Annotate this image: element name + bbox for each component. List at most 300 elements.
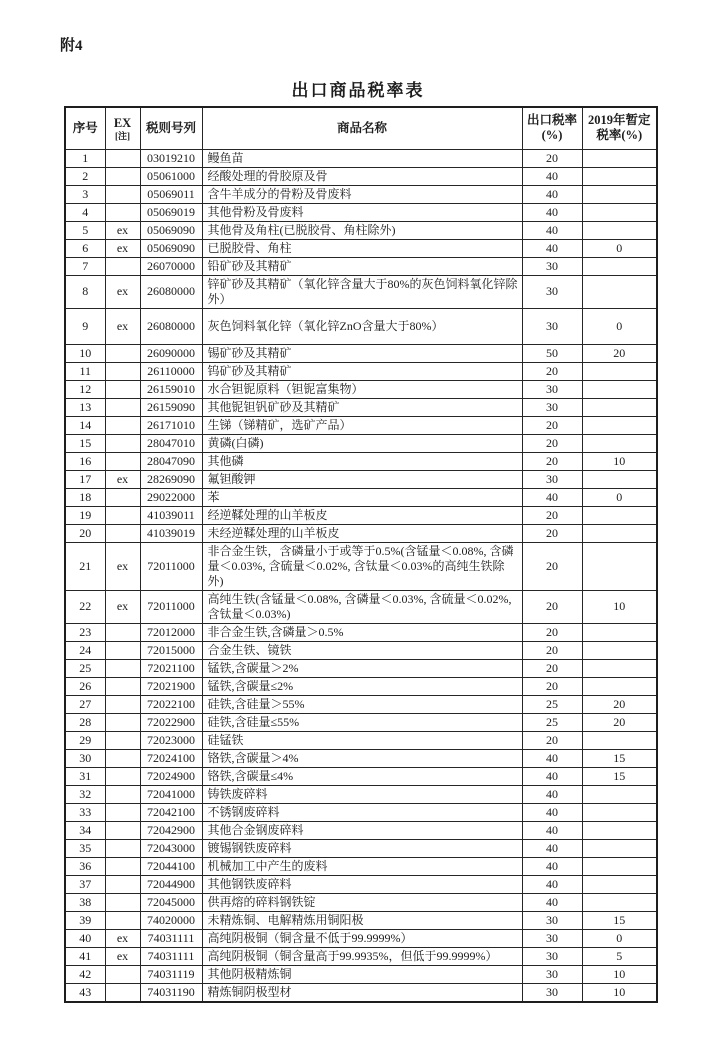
name-cell: 高纯阴极铜（铜含量不低于99.9999%） [202, 929, 522, 947]
table-row [65, 911, 657, 929]
name-cell: 含牛羊成分的骨粉及骨废料 [202, 185, 522, 203]
code-cell: 05069011 [140, 185, 202, 203]
page-title: 出口商品税率表 [291, 81, 425, 100]
interim-rate-cell [582, 641, 657, 659]
ex-cell [105, 344, 140, 362]
table-row [65, 623, 657, 641]
table-row [65, 167, 657, 185]
ex-cell [105, 731, 140, 749]
seq-cell: 43 [65, 983, 105, 1002]
seq-cell: 2 [65, 167, 105, 185]
code-cell: 72044100 [140, 857, 202, 875]
export-rate-cell: 40 [522, 185, 582, 203]
table-row [65, 506, 657, 524]
name-cell: 氟钽酸钾 [202, 470, 522, 488]
table-row [65, 893, 657, 911]
ex-cell [105, 623, 140, 641]
ex-cell [105, 857, 140, 875]
seq-cell: 21 [65, 542, 105, 590]
export-rate-cell: 20 [522, 659, 582, 677]
seq-cell: 40 [65, 929, 105, 947]
interim-rate-cell: 0 [582, 308, 657, 344]
table-row [65, 221, 657, 239]
table-row [65, 344, 657, 362]
table-row [65, 659, 657, 677]
export-rate-cell: 30 [522, 947, 582, 965]
code-cell: 72011000 [140, 542, 202, 590]
export-rate-cell: 20 [522, 641, 582, 659]
export-rate-cell: 40 [522, 749, 582, 767]
seq-cell: 42 [65, 965, 105, 983]
export-rate-cell: 30 [522, 398, 582, 416]
export-rate-cell: 20 [522, 362, 582, 380]
seq-cell: 7 [65, 257, 105, 275]
ex-cell [105, 893, 140, 911]
ex-cell [105, 749, 140, 767]
code-cell: 28047010 [140, 434, 202, 452]
header-export-rate-line2: (%) [541, 128, 563, 143]
seq-cell: 14 [65, 416, 105, 434]
seq-cell: 24 [65, 641, 105, 659]
ex-cell [105, 362, 140, 380]
table-row [65, 185, 657, 203]
code-cell: 72042100 [140, 803, 202, 821]
name-cell: 钨矿砂及其精矿 [202, 362, 522, 380]
export-rate-cell: 40 [522, 839, 582, 857]
interim-rate-cell: 15 [582, 767, 657, 785]
table-row [65, 524, 657, 542]
seq-cell: 34 [65, 821, 105, 839]
code-cell: 72021900 [140, 677, 202, 695]
interim-rate-cell [582, 185, 657, 203]
name-cell: 未经逆鞣处理的山羊板皮 [202, 524, 522, 542]
table-row [65, 947, 657, 965]
export-rate-cell: 40 [522, 875, 582, 893]
code-cell: 26070000 [140, 257, 202, 275]
table-body [65, 149, 657, 1002]
table-row [65, 149, 657, 167]
interim-rate-cell: 20 [582, 344, 657, 362]
name-cell: 其他骨粉及骨废料 [202, 203, 522, 221]
export-rate-cell: 30 [522, 983, 582, 1002]
interim-rate-cell [582, 275, 657, 308]
code-cell: 72024900 [140, 767, 202, 785]
name-cell: 非合金生铁，含磷量小于或等于0.5%(含锰量＜0.08%, 含磷量＜0.03%, 含硫量＜0.02%, 含钛量＜0.03%的高纯生铁除外) [202, 542, 522, 590]
ex-cell [105, 983, 140, 1002]
code-cell: 26171010 [140, 416, 202, 434]
table-row [65, 749, 657, 767]
export-rate-cell: 20 [522, 623, 582, 641]
table-row [65, 275, 657, 308]
name-cell: 硅锰铁 [202, 731, 522, 749]
table-row [65, 257, 657, 275]
name-cell: 苯 [202, 488, 522, 506]
code-cell: 72012000 [140, 623, 202, 641]
code-cell: 72011000 [140, 590, 202, 623]
interim-rate-cell: 20 [582, 713, 657, 731]
ex-cell: ex [105, 239, 140, 257]
code-cell: 72015000 [140, 641, 202, 659]
code-cell: 72041000 [140, 785, 202, 803]
seq-cell: 31 [65, 767, 105, 785]
header-interim-rate-line2: 税率(%) [596, 128, 643, 143]
header-name-label: 商品名称 [336, 120, 387, 135]
seq-cell: 11 [65, 362, 105, 380]
ex-cell: ex [105, 929, 140, 947]
seq-cell: 22 [65, 590, 105, 623]
ex-cell [105, 965, 140, 983]
name-cell: 铬铁,含碳量≤4% [202, 767, 522, 785]
export-rate-cell: 20 [522, 149, 582, 167]
name-cell: 经酸处理的骨胶原及骨 [202, 167, 522, 185]
name-cell: 机械加工中产生的废料 [202, 857, 522, 875]
export-rate-cell: 20 [522, 452, 582, 470]
export-rate-cell: 20 [522, 434, 582, 452]
header-code-label: 税则号列 [145, 120, 196, 135]
code-cell: 05069019 [140, 203, 202, 221]
code-cell: 26080000 [140, 308, 202, 344]
name-cell: 其他骨及角柱(已脱胶骨、角柱除外) [202, 221, 522, 239]
export-rate-cell: 40 [522, 221, 582, 239]
table-row [65, 695, 657, 713]
interim-rate-cell [582, 203, 657, 221]
interim-rate-cell: 15 [582, 749, 657, 767]
table-row [65, 416, 657, 434]
name-cell: 锡矿砂及其精矿 [202, 344, 522, 362]
seq-cell: 15 [65, 434, 105, 452]
ex-cell [105, 803, 140, 821]
name-cell: 灰色饲料氧化锌（氧化锌ZnO含量大于80%） [202, 308, 522, 344]
ex-cell [105, 641, 140, 659]
ex-cell [105, 911, 140, 929]
table-row [65, 470, 657, 488]
table-row [65, 965, 657, 983]
name-cell: 非合金生铁,含磷量＞0.5% [202, 623, 522, 641]
name-cell: 生锑（锑精矿，选矿产品） [202, 416, 522, 434]
table-header-row [65, 107, 657, 149]
header-seq-label: 序号 [72, 120, 98, 135]
code-cell: 28269090 [140, 470, 202, 488]
table-row [65, 308, 657, 344]
ex-cell [105, 821, 140, 839]
code-cell: 72045000 [140, 893, 202, 911]
code-cell: 26080000 [140, 275, 202, 308]
ex-cell: ex [105, 470, 140, 488]
code-cell: 72044900 [140, 875, 202, 893]
code-cell: 26090000 [140, 344, 202, 362]
header-ex [105, 107, 140, 149]
name-cell: 锌矿砂及其精矿（氧化锌含量大于80%的灰色饲料氧化锌除外） [202, 275, 522, 308]
name-cell: 其他磷 [202, 452, 522, 470]
code-cell: 41039019 [140, 524, 202, 542]
export-rate-cell: 20 [522, 416, 582, 434]
name-cell: 硅铁,含硅量≤55% [202, 713, 522, 731]
interim-rate-cell: 10 [582, 983, 657, 1002]
header-export-rate [522, 107, 582, 149]
export-rate-cell: 40 [522, 821, 582, 839]
export-rate-cell: 40 [522, 203, 582, 221]
export-rate-cell: 30 [522, 380, 582, 398]
name-cell: 锰铁,含碳量＞2% [202, 659, 522, 677]
code-cell: 26159090 [140, 398, 202, 416]
export-rate-cell: 25 [522, 713, 582, 731]
table-row [65, 803, 657, 821]
header-ex-label: EX [113, 115, 132, 130]
table-row [65, 452, 657, 470]
export-rate-cell: 40 [522, 488, 582, 506]
code-cell: 72023000 [140, 731, 202, 749]
name-cell: 其他铌钽钒矿砂及其精矿 [202, 398, 522, 416]
interim-rate-cell: 0 [582, 929, 657, 947]
interim-rate-cell: 20 [582, 695, 657, 713]
interim-rate-cell [582, 893, 657, 911]
table-row [65, 839, 657, 857]
interim-rate-cell [582, 875, 657, 893]
ex-cell: ex [105, 221, 140, 239]
export-rate-cell: 20 [522, 677, 582, 695]
seq-cell: 33 [65, 803, 105, 821]
name-cell: 镀锡钢铁废碎料 [202, 839, 522, 857]
seq-cell: 41 [65, 947, 105, 965]
name-cell: 不锈钢废碎料 [202, 803, 522, 821]
name-cell: 铅矿砂及其精矿 [202, 257, 522, 275]
ex-cell [105, 713, 140, 731]
seq-cell: 1 [65, 149, 105, 167]
export-rate-cell: 40 [522, 857, 582, 875]
seq-cell: 39 [65, 911, 105, 929]
interim-rate-cell [582, 839, 657, 857]
seq-cell: 4 [65, 203, 105, 221]
interim-rate-cell [582, 857, 657, 875]
table-row [65, 713, 657, 731]
seq-cell: 18 [65, 488, 105, 506]
export-rate-cell: 30 [522, 275, 582, 308]
export-rate-cell: 40 [522, 785, 582, 803]
ex-cell [105, 767, 140, 785]
table-row [65, 875, 657, 893]
header-ex-note: [注] [115, 130, 130, 141]
code-cell: 74031119 [140, 965, 202, 983]
name-cell: 其他钢铁废碎料 [202, 875, 522, 893]
name-cell: 其他合金钢废碎料 [202, 821, 522, 839]
interim-rate-cell [582, 659, 657, 677]
code-cell: 72043000 [140, 839, 202, 857]
code-cell: 72042900 [140, 821, 202, 839]
code-cell: 41039011 [140, 506, 202, 524]
name-cell: 铬铁,含碳量＞4% [202, 749, 522, 767]
code-cell: 72021100 [140, 659, 202, 677]
interim-rate-cell [582, 221, 657, 239]
name-cell: 鳗鱼苗 [202, 149, 522, 167]
name-cell: 锰铁,含碳量≤2% [202, 677, 522, 695]
interim-rate-cell [582, 398, 657, 416]
interim-rate-cell [582, 623, 657, 641]
interim-rate-cell: 10 [582, 590, 657, 623]
name-cell: 铸铁废碎料 [202, 785, 522, 803]
export-rate-cell: 40 [522, 167, 582, 185]
interim-rate-cell [582, 470, 657, 488]
export-rate-cell: 30 [522, 965, 582, 983]
table-row [65, 731, 657, 749]
table-row [65, 821, 657, 839]
interim-rate-cell [582, 785, 657, 803]
seq-cell: 20 [65, 524, 105, 542]
name-cell: 高纯阴极铜（铜含量高于99.9935%，但低于99.9999%） [202, 947, 522, 965]
ex-cell [105, 185, 140, 203]
table-row [65, 677, 657, 695]
seq-cell: 17 [65, 470, 105, 488]
interim-rate-cell [582, 803, 657, 821]
interim-rate-cell [582, 257, 657, 275]
export-rate-cell: 20 [522, 731, 582, 749]
seq-cell: 6 [65, 239, 105, 257]
table-row [65, 857, 657, 875]
code-cell: 72024100 [140, 749, 202, 767]
ex-cell [105, 875, 140, 893]
ex-cell [105, 257, 140, 275]
export-rate-cell: 20 [522, 524, 582, 542]
seq-cell: 13 [65, 398, 105, 416]
seq-cell: 29 [65, 731, 105, 749]
seq-cell: 26 [65, 677, 105, 695]
table-row [65, 380, 657, 398]
ex-cell [105, 434, 140, 452]
interim-rate-cell: 0 [582, 488, 657, 506]
header-export-rate-line1: 出口税率 [526, 113, 577, 128]
interim-rate-cell [582, 434, 657, 452]
table-row [65, 641, 657, 659]
seq-cell: 28 [65, 713, 105, 731]
ex-cell: ex [105, 308, 140, 344]
table-row [65, 398, 657, 416]
ex-cell: ex [105, 275, 140, 308]
ex-cell [105, 677, 140, 695]
interim-rate-cell [582, 149, 657, 167]
code-cell: 03019210 [140, 149, 202, 167]
code-cell: 05069090 [140, 239, 202, 257]
ex-cell [105, 659, 140, 677]
ex-cell [105, 416, 140, 434]
seq-cell: 35 [65, 839, 105, 857]
interim-rate-cell [582, 362, 657, 380]
table-row [65, 983, 657, 1002]
name-cell: 黄磷(白磷) [202, 434, 522, 452]
table-row [65, 929, 657, 947]
export-rate-cell: 30 [522, 257, 582, 275]
export-rate-cell: 20 [522, 590, 582, 623]
interim-rate-cell [582, 821, 657, 839]
code-cell: 72022900 [140, 713, 202, 731]
interim-rate-cell [582, 167, 657, 185]
code-cell: 74031111 [140, 929, 202, 947]
table-row [65, 767, 657, 785]
name-cell: 水合钽铌原料（钽铌富集物） [202, 380, 522, 398]
ex-cell [105, 203, 140, 221]
export-rate-cell: 40 [522, 239, 582, 257]
header-code [140, 107, 202, 149]
header-seq [65, 107, 105, 149]
seq-cell: 9 [65, 308, 105, 344]
code-cell: 05069090 [140, 221, 202, 239]
export-rate-cell: 20 [522, 506, 582, 524]
name-cell: 精炼铜阴极型材 [202, 983, 522, 1002]
export-rate-cell: 50 [522, 344, 582, 362]
seq-cell: 36 [65, 857, 105, 875]
ex-cell [105, 488, 140, 506]
seq-cell: 30 [65, 749, 105, 767]
seq-cell: 32 [65, 785, 105, 803]
export-rate-cell: 25 [522, 695, 582, 713]
ex-cell [105, 149, 140, 167]
interim-rate-cell: 5 [582, 947, 657, 965]
seq-cell: 16 [65, 452, 105, 470]
table-row [65, 785, 657, 803]
name-cell: 未精炼铜、电解精炼用铜阳极 [202, 911, 522, 929]
interim-rate-cell: 0 [582, 239, 657, 257]
seq-cell: 27 [65, 695, 105, 713]
export-rate-cell: 30 [522, 308, 582, 344]
table-row [65, 488, 657, 506]
interim-rate-cell [582, 506, 657, 524]
export-rate-cell: 30 [522, 911, 582, 929]
name-cell: 其他阴极精炼铜 [202, 965, 522, 983]
seq-cell: 3 [65, 185, 105, 203]
ex-cell: ex [105, 947, 140, 965]
ex-cell: ex [105, 590, 140, 623]
ex-cell [105, 695, 140, 713]
name-cell: 合金生铁、镜铁 [202, 641, 522, 659]
ex-cell [105, 839, 140, 857]
seq-cell: 38 [65, 893, 105, 911]
interim-rate-cell: 15 [582, 911, 657, 929]
export-rate-cell: 30 [522, 929, 582, 947]
interim-rate-cell [582, 542, 657, 590]
table-row [65, 434, 657, 452]
code-cell: 29022000 [140, 488, 202, 506]
seq-cell: 10 [65, 344, 105, 362]
export-tax-rate-table [64, 106, 658, 1003]
ex-cell: ex [105, 542, 140, 590]
interim-rate-cell [582, 677, 657, 695]
ex-cell [105, 398, 140, 416]
ex-cell [105, 524, 140, 542]
name-cell: 经逆鞣处理的山羊板皮 [202, 506, 522, 524]
table-row [65, 203, 657, 221]
name-cell: 供再熔的碎料钢铁锭 [202, 893, 522, 911]
export-rate-cell: 40 [522, 767, 582, 785]
seq-cell: 37 [65, 875, 105, 893]
interim-rate-cell [582, 380, 657, 398]
code-cell: 74031190 [140, 983, 202, 1002]
ex-cell [105, 506, 140, 524]
interim-rate-cell [582, 524, 657, 542]
export-rate-cell: 30 [522, 470, 582, 488]
name-cell: 已脱胶骨、角柱 [202, 239, 522, 257]
code-cell: 26159010 [140, 380, 202, 398]
header-name [202, 107, 522, 149]
seq-cell: 19 [65, 506, 105, 524]
header-interim-rate [582, 107, 657, 149]
annex-label: 附4 [60, 38, 83, 54]
name-cell: 高纯生铁(含锰量＜0.08%, 含磷量＜0.03%, 含硫量＜0.02%, 含钛量＜0.03%) [202, 590, 522, 623]
seq-cell: 25 [65, 659, 105, 677]
ex-cell [105, 785, 140, 803]
table-row [65, 362, 657, 380]
interim-rate-cell [582, 731, 657, 749]
seq-cell: 5 [65, 221, 105, 239]
seq-cell: 12 [65, 380, 105, 398]
code-cell: 05061000 [140, 167, 202, 185]
